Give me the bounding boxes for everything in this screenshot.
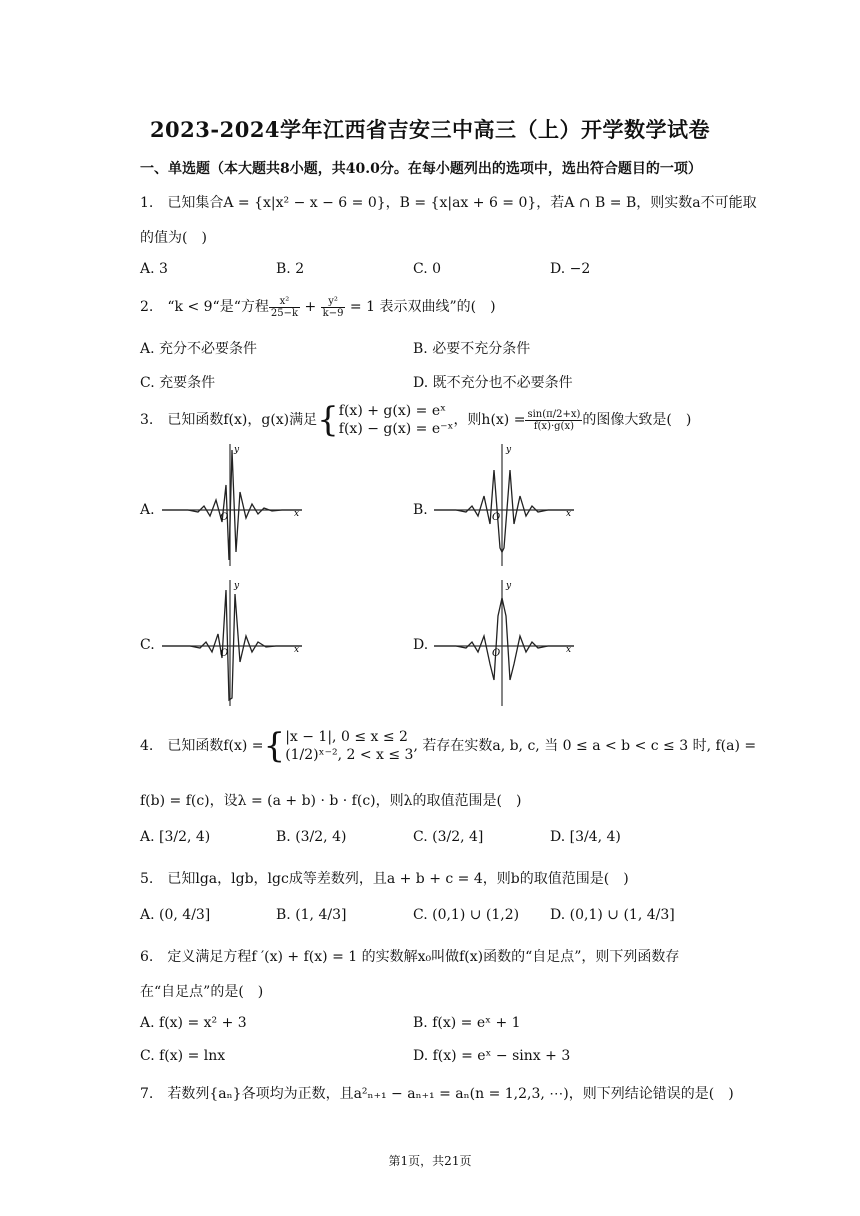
q5-text: 5. 已知lga，lgb，lgc成等差数列，且a + b + c = 4，则b的取值范围是( ) <box>140 871 629 887</box>
q4-prefix: 4. 已知函数f(x) = <box>140 738 264 754</box>
q2-fraction-x <box>269 296 300 319</box>
page-footer: 第1页，共21页 <box>388 1154 472 1168</box>
q3-graph-c <box>158 576 308 710</box>
q4-line2: f(b) = f(c)，设λ = (a + b) · b · f(c)，则λ的取值范围是( ) <box>140 793 522 809</box>
q3-graph-b <box>430 440 580 570</box>
q6-option-b: B. f(x) = eˣ + 1 <box>413 1015 521 1031</box>
q2-option-a: A. 充分不必要条件 <box>140 341 258 357</box>
q1-option-c: C. 0 <box>413 261 442 277</box>
graph-a-origin: O <box>220 512 229 523</box>
q4-option-b: B. (3/2, 4) <box>276 829 347 845</box>
q2-stem <box>140 292 496 322</box>
q3-prefix: 3. 已知函数f(x)，g(x)满足 <box>140 412 318 428</box>
q3-suffix: 的图像大致是( ) <box>582 412 692 428</box>
q2-suffix: = 1 表示双曲线”的( ) <box>345 299 496 315</box>
graph-a-x-label: x <box>294 509 300 519</box>
q5-option-a: A. (0, 4/3] <box>140 907 211 923</box>
q4-case1: |x − 1|, 0 ≤ x ≤ 2 <box>285 729 408 745</box>
graph-b-x-label: x <box>566 509 572 519</box>
q5-option-b: B. (1, 4/3] <box>276 907 347 923</box>
q3-graph-a <box>158 440 308 570</box>
q3-sys-line1: f(x) + g(x) = eˣ <box>338 403 447 419</box>
graph-c-y-label: y <box>234 581 240 591</box>
graph-b-y-label: y <box>506 445 512 455</box>
graph-c-origin: O <box>220 648 229 659</box>
q3-fraction <box>525 409 582 432</box>
q5-option-c: C. (0,1) ∪ (1,2) <box>413 907 520 923</box>
graph-c-curve <box>162 590 302 700</box>
graph-d-origin: O <box>492 648 501 659</box>
q3-option-d: D. <box>413 637 429 653</box>
q7-text: 7. 若数列{aₙ}各项均为正数，且a²ₙ₊₁ − aₙ₊₁ = aₙ(n = 1,2,3, ⋯)，则下列结论错误的是( ) <box>140 1086 734 1102</box>
graph-a-curve <box>162 450 302 560</box>
graph-c-x-label: x <box>294 645 300 655</box>
graph-b-curve <box>434 470 574 552</box>
graph-b-origin: O <box>492 512 501 523</box>
q4-option-d: D. [3/4, 4) <box>550 829 621 845</box>
graph-d-x-label: x <box>566 645 572 655</box>
q3-option-c: C. <box>140 637 155 653</box>
q3-sys-line2: f(x) − g(x) = e⁻ˣ <box>338 421 454 437</box>
q2-option-c: C. 充要条件 <box>140 375 216 391</box>
q3-system <box>339 402 454 438</box>
q6-option-d: D. f(x) = eˣ − sinx + 3 <box>413 1048 571 1064</box>
graph-d-curve <box>434 598 574 680</box>
q2-frac1-num: x² <box>269 296 300 308</box>
q4-option-c: C. (3/2, 4] <box>413 829 484 845</box>
q4-stem <box>140 722 756 770</box>
q4-brace: { <box>263 726 286 766</box>
q6-text-line2: 在“自足点”的是( ) <box>140 984 264 1000</box>
q4-case2: (1/2)ˣ⁻², 2 < x ≤ 3 <box>285 747 414 763</box>
q3-stem <box>140 398 691 442</box>
q2-prefix: 2. “k < 9“是“方程 <box>140 299 269 315</box>
graph-a-y-label: y <box>234 445 240 455</box>
q2-fraction-y <box>321 296 346 319</box>
q3-brace: { <box>317 400 339 440</box>
q6-option-a: A. f(x) = x² + 3 <box>140 1015 247 1031</box>
q2-option-d: D. 既不充分也不必要条件 <box>413 375 573 391</box>
q4-cases <box>285 728 413 764</box>
q6-option-c: C. f(x) = lnx <box>140 1048 226 1064</box>
q4-suffix: , 若存在实数a, b, c, 当 0 ≤ a < b < c ≤ 3 时, f(a) = <box>413 738 757 754</box>
q3-option-a: A. <box>140 502 155 518</box>
q1-option-b: B. 2 <box>276 261 305 277</box>
q2-option-b: B. 必要不充分条件 <box>413 341 531 357</box>
q2-plus: + <box>300 299 321 315</box>
q3-graph-d <box>430 576 580 710</box>
page-title: 2023-2024学年江西省吉安三中高三（上）开学数学试卷 <box>149 117 711 142</box>
q1-text-line1: 1. 已知集合A = {x|x² − x − 6 = 0}，B = {x|ax + 6 = 0}，若A ∩ B = B，则实数a不可能取 <box>140 195 757 211</box>
q3-mid: ，则h(x) = <box>453 412 526 428</box>
q3-frac-num: sin(π/2+x) <box>527 408 581 420</box>
q1-option-a: A. 3 <box>140 261 168 277</box>
q5-option-d: D. (0,1) ∪ (1, 4/3] <box>550 907 675 923</box>
q1-option-d: D. −2 <box>550 261 591 277</box>
q1-text-line2: 的值为( ) <box>140 230 207 246</box>
q3-option-b: B. <box>413 502 428 518</box>
q3-frac-den: f(x)·g(x) <box>533 420 574 432</box>
q2-frac1-den: 25−k <box>270 307 299 319</box>
q4-option-a: A. [3/2, 4) <box>140 829 211 845</box>
q2-frac2-num: y² <box>321 296 346 308</box>
section-heading: 一、单选题（本大题共8小题，共40.0分。在每小题列出的选项中，选出符合题目的一项） <box>140 161 702 177</box>
q6-text-line1: 6. 定义满足方程f ′(x) + f(x) = 1 的实数解x₀叫做f(x)函数的“自足点”，则下列函数存 <box>140 949 680 965</box>
q2-frac2-den: k−9 <box>322 307 344 319</box>
graph-d-y-label: y <box>506 581 512 591</box>
